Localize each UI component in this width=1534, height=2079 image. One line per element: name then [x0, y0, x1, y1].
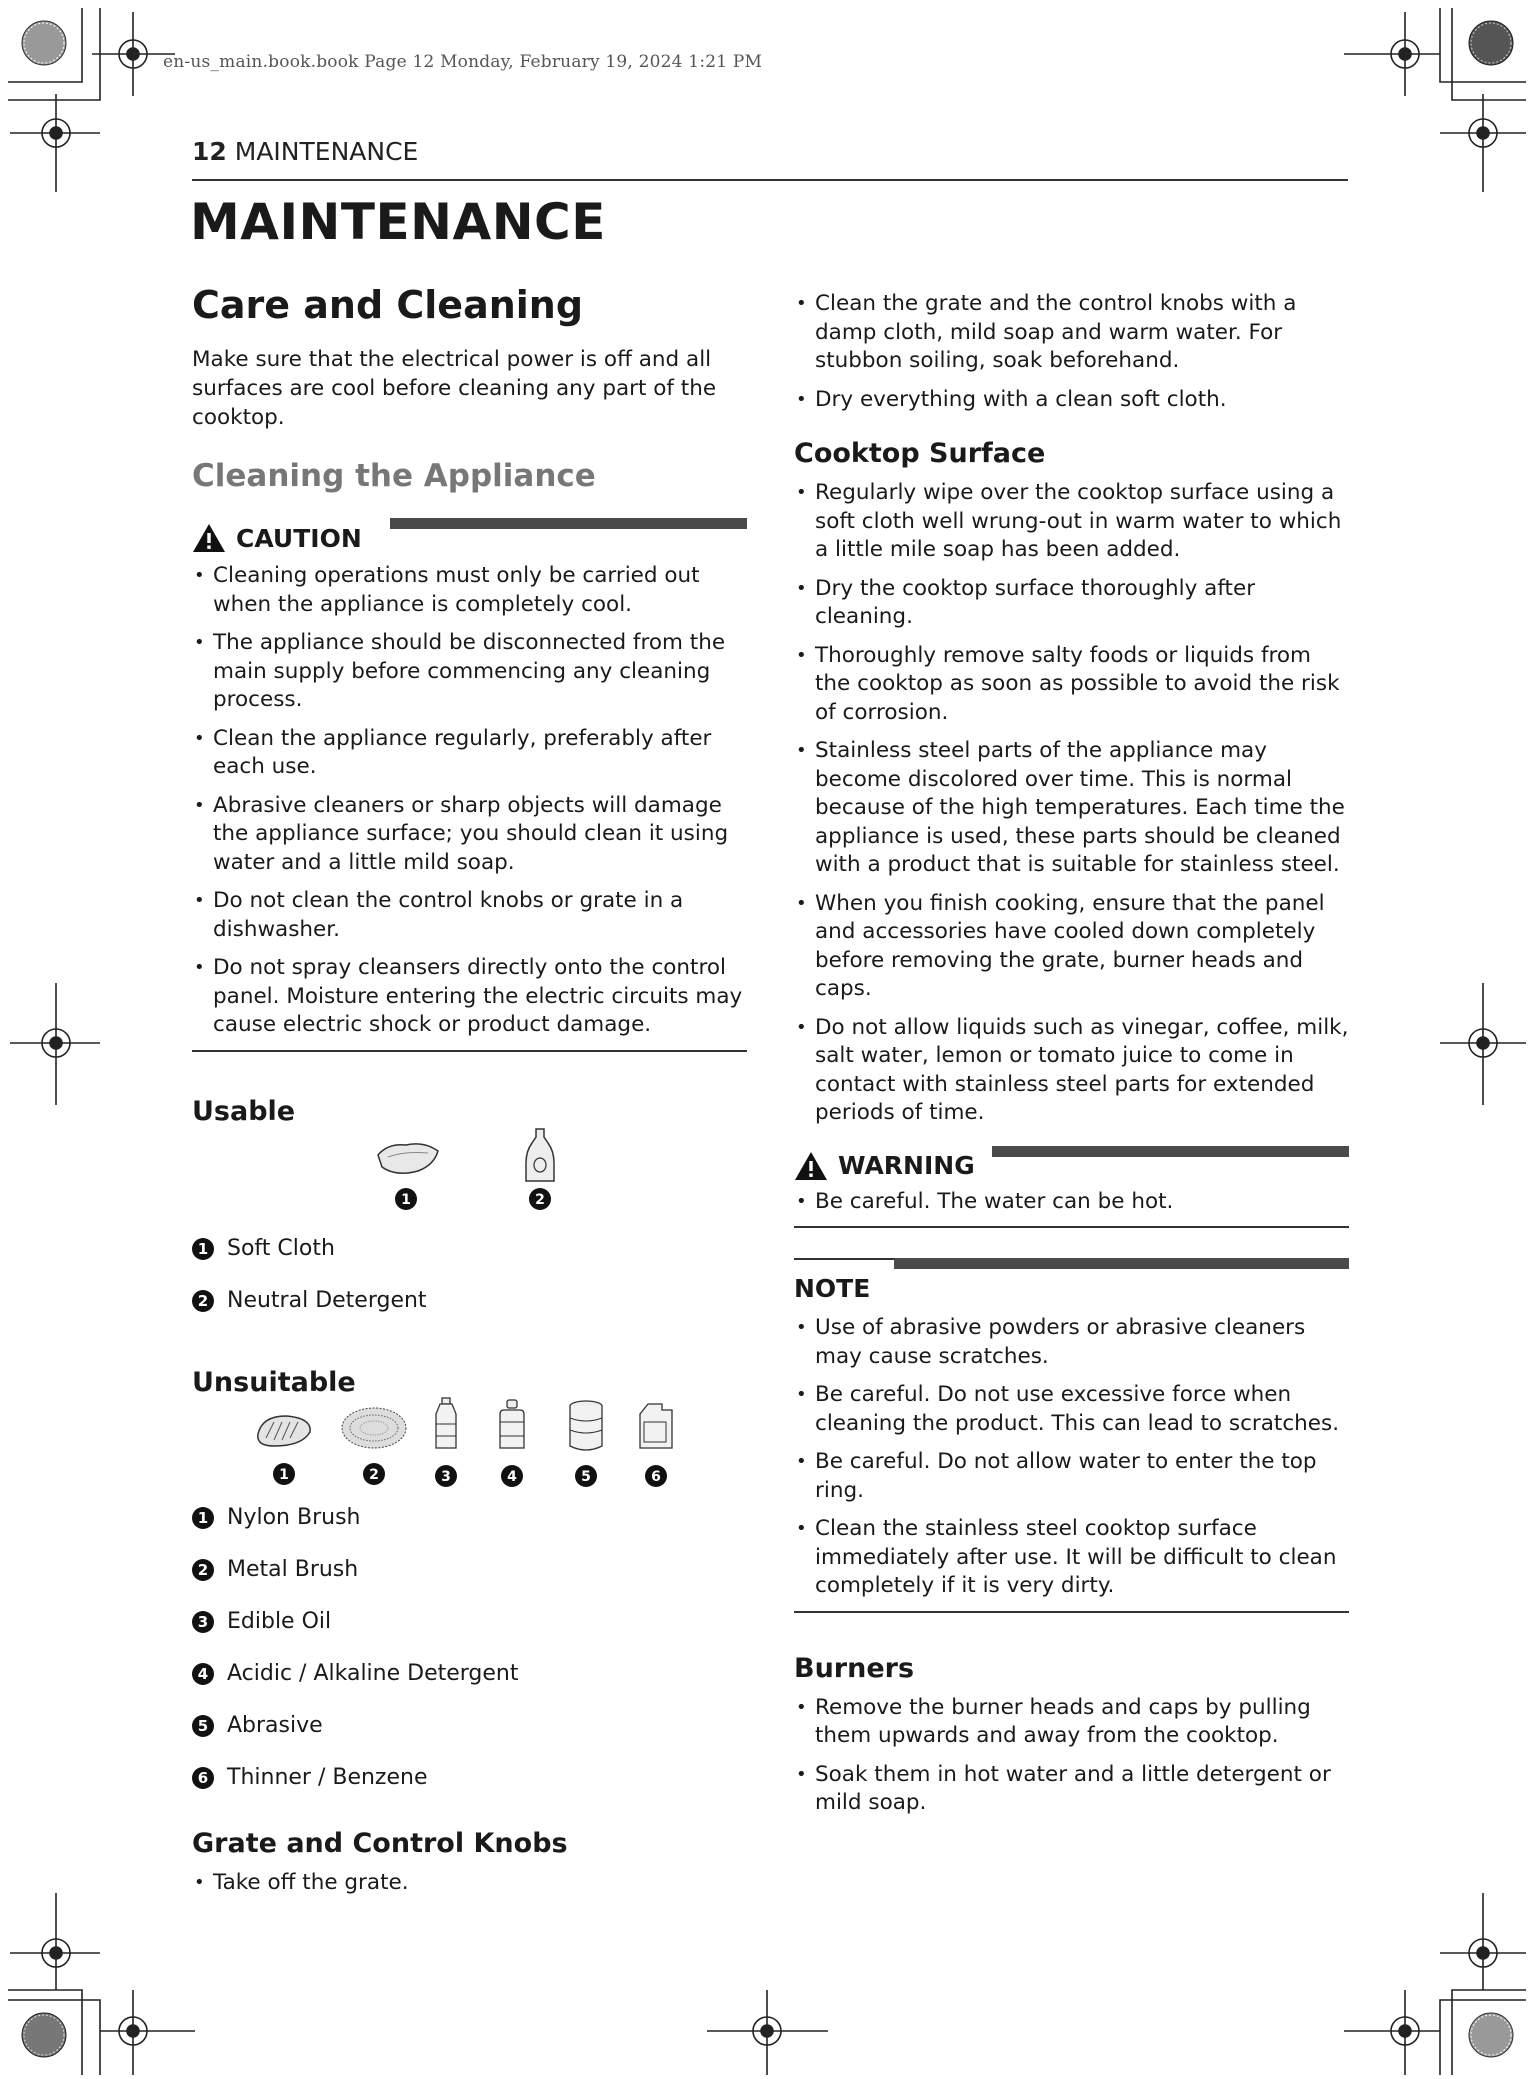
note-box: [794, 1258, 1349, 1613]
svg-text:3: 3: [441, 1468, 451, 1485]
item-label: Neutral Detergent: [227, 1288, 427, 1313]
note-top-rule: [794, 1258, 894, 1260]
list-item: • The appliance should be disconnected from the main supply before commencing any cleaning process.: [192, 629, 747, 715]
right-column: [794, 290, 1349, 1828]
list-item: • Stainless steel parts of the appliance may become discolored over time. This is normal because of the high temperatures. Each time the appliance is used, these parts should be cleaned with a product that is suitable for stainless steel.: [794, 737, 1349, 880]
care-cleaning-heading: Care and Cleaning: [192, 283, 584, 327]
number-badge: 6: [192, 1767, 214, 1789]
list-item: [192, 1544, 747, 1596]
number-badge: 3: [192, 1611, 214, 1633]
list-item: [192, 1648, 747, 1700]
burners-list: [794, 1694, 1349, 1818]
list-item: • Clean the stainless steel cooktop surface immediately after use. It will be difficult to clean completely if it is very dirty.: [794, 1515, 1349, 1601]
registration-mark-icon: [707, 1990, 828, 2075]
list-item: • Thoroughly remove salty foods or liquids from the cooktop as soon as possible to avoid the risk of corrosion.: [794, 642, 1349, 728]
registration-mark-icon: [1344, 12, 1440, 96]
list-item: • Clean the grate and the control knobs with a damp cloth, mild soap and warm water. For stubbon soiling, soak beforehand.: [794, 290, 1349, 376]
list-item: [192, 1492, 747, 1544]
list-item: • Be careful. Do not allow water to enter the top ring.: [794, 1448, 1349, 1505]
list-item: • Use of abrasive powders or abrasive cleaners may cause scratches.: [794, 1314, 1349, 1371]
svg-text:2: 2: [535, 1191, 545, 1208]
number-badge: 1: [192, 1238, 214, 1260]
caution-bottom-rule: [192, 1050, 747, 1052]
list-item: • Clean the appliance regularly, preferably after each use.: [192, 725, 747, 782]
thinner-can-icon: [634, 1400, 680, 1490]
list-item: • Take off the grate.: [192, 1869, 747, 1898]
list-item: • Do not spray cleansers directly onto the control panel. Moisture entering the electric circuits may cause electric shock or product damage.: [192, 954, 747, 1040]
item-label: Thinner / Benzene: [227, 1765, 428, 1790]
registration-mark-icon: [1344, 1990, 1440, 2075]
color-wheel-icon: [1469, 21, 1513, 65]
caution-bar: [390, 518, 747, 529]
caution-box: [192, 518, 747, 1052]
item-label: Abrasive: [227, 1713, 323, 1738]
list-item: • Cleaning operations must only be carried out when the appliance is completely cool.: [192, 562, 747, 619]
warning-bottom-rule: [794, 1226, 1349, 1228]
svg-text:5: 5: [581, 1468, 591, 1485]
warning-box: [794, 1146, 1349, 1229]
item-label: Nylon Brush: [227, 1505, 361, 1530]
soft-cloth-icon: [374, 1137, 444, 1215]
list-item: [192, 1596, 747, 1648]
detergent-bottle-icon: [496, 1398, 528, 1490]
note-bar: [894, 1258, 1349, 1269]
warning-triangle-icon: [794, 1151, 828, 1181]
usable-illustrations: [192, 1137, 747, 1223]
svg-text:6: 6: [651, 1468, 661, 1485]
metal-brush-icon: [338, 1406, 410, 1488]
left-column: [192, 283, 747, 1907]
list-item: • Be careful. Do not use excessive force when cleaning the product. This can lead to scratches.: [794, 1381, 1349, 1438]
item-label: Soft Cloth: [227, 1236, 335, 1261]
warning-triangle-icon: [192, 523, 226, 553]
caution-label: CAUTION: [236, 523, 362, 553]
cooktop-surface-list: [794, 479, 1349, 1128]
list-item: [192, 1700, 747, 1752]
warning-bar: [992, 1146, 1349, 1157]
color-wheel-icon: [22, 21, 66, 65]
unsuitable-list: [192, 1492, 747, 1804]
list-item: • Regularly wipe over the cooktop surface using a soft cloth well wrung-out in warm water to which a little mile soap has been added.: [794, 479, 1349, 565]
list-item: • Abrasive cleaners or sharp objects will damage the appliance surface; you should clean it using water and a little mild soap.: [192, 792, 747, 878]
list-item: • Do not clean the control knobs or grate in a dishwasher.: [192, 887, 747, 944]
detergent-bottle-icon: [520, 1127, 560, 1215]
grate-knobs-list-continued: [794, 290, 1349, 414]
grate-knobs-list: [192, 1869, 747, 1898]
cleaning-appliance-heading: Cleaning the Appliance: [192, 458, 596, 494]
registration-mark-icon: [1440, 983, 1526, 1105]
list-item: [192, 1752, 747, 1804]
nylon-brush-icon: [252, 1408, 318, 1488]
svg-text:1: 1: [279, 1466, 289, 1483]
page-title: MAINTENANCE: [190, 193, 606, 251]
note-label: NOTE: [794, 1273, 871, 1303]
grate-knobs-heading: Grate and Control Knobs: [192, 1827, 568, 1859]
warning-label: WARNING: [838, 1151, 975, 1180]
svg-text:4: 4: [507, 1468, 517, 1485]
unsuitable-illustrations: [192, 1408, 747, 1492]
abrasive-can-icon: [566, 1398, 606, 1490]
usable-heading: Usable: [192, 1095, 296, 1127]
item-label: Metal Brush: [227, 1557, 359, 1582]
list-item: • When you finish cooking, ensure that the panel and accessories have cooled down completely before removing the grate, burner heads and caps.: [794, 890, 1349, 1004]
burners-heading: Burners: [794, 1652, 915, 1684]
registration-mark-icon: [10, 1893, 100, 1990]
color-wheel-icon: [1469, 2013, 1513, 2057]
list-item: • Be careful. The water can be hot.: [794, 1188, 1349, 1217]
number-badge: 5: [192, 1715, 214, 1737]
number-badge: 4: [192, 1663, 214, 1685]
care-intro: Make sure that the electrical power is off and all surfaces are cool before cleaning any part of the cooktop.: [192, 347, 717, 430]
registration-mark-icon: [1440, 1893, 1526, 1990]
page-number: 12: [192, 137, 227, 166]
color-wheel-icon: [22, 2013, 66, 2057]
list-item: [192, 1275, 747, 1327]
note-bottom-rule: [794, 1611, 1349, 1613]
item-label: Acidic / Alkaline Detergent: [227, 1661, 519, 1686]
unsuitable-heading: Unsuitable: [192, 1366, 356, 1398]
oil-bottle-icon: [430, 1396, 462, 1490]
list-item: • Remove the burner heads and caps by pulling them upwards and away from the cooktop.: [794, 1694, 1349, 1751]
svg-text:1: 1: [401, 1191, 411, 1208]
item-label: Edible Oil: [227, 1609, 332, 1634]
running-head: [192, 137, 418, 166]
list-item: • Soak them in hot water and a little detergent or mild soap.: [794, 1761, 1349, 1818]
list-item: [192, 1223, 747, 1275]
cooktop-surface-heading: Cooktop Surface: [794, 438, 1046, 469]
print-slug-line: en-us_main.book.book Page 12 Monday, February 19, 2024 1:21 PM: [163, 52, 763, 72]
caution-list: [192, 562, 747, 1040]
list-item: • Do not allow liquids such as vinegar, coffee, milk, salt water, lemon or tomato juice to come in contact with stainless steel parts for extended periods of time.: [794, 1014, 1349, 1128]
list-item: • Dry the cooktop surface thoroughly after cleaning.: [794, 575, 1349, 632]
warning-list: [794, 1188, 1349, 1217]
note-list: [794, 1314, 1349, 1601]
registration-mark-icon: [100, 1990, 195, 2075]
number-badge: 1: [192, 1507, 214, 1529]
number-badge: 2: [192, 1559, 214, 1581]
list-item: • Dry everything with a clean soft cloth.: [794, 386, 1349, 415]
usable-list: [192, 1223, 747, 1327]
number-badge: 2: [192, 1290, 214, 1312]
svg-text:2: 2: [369, 1466, 379, 1483]
registration-mark-icon: [10, 94, 100, 192]
registration-mark-icon: [1440, 94, 1526, 192]
running-head-section: MAINTENANCE: [234, 137, 419, 166]
registration-mark-icon: [10, 983, 100, 1105]
header-rule: [192, 179, 1348, 181]
